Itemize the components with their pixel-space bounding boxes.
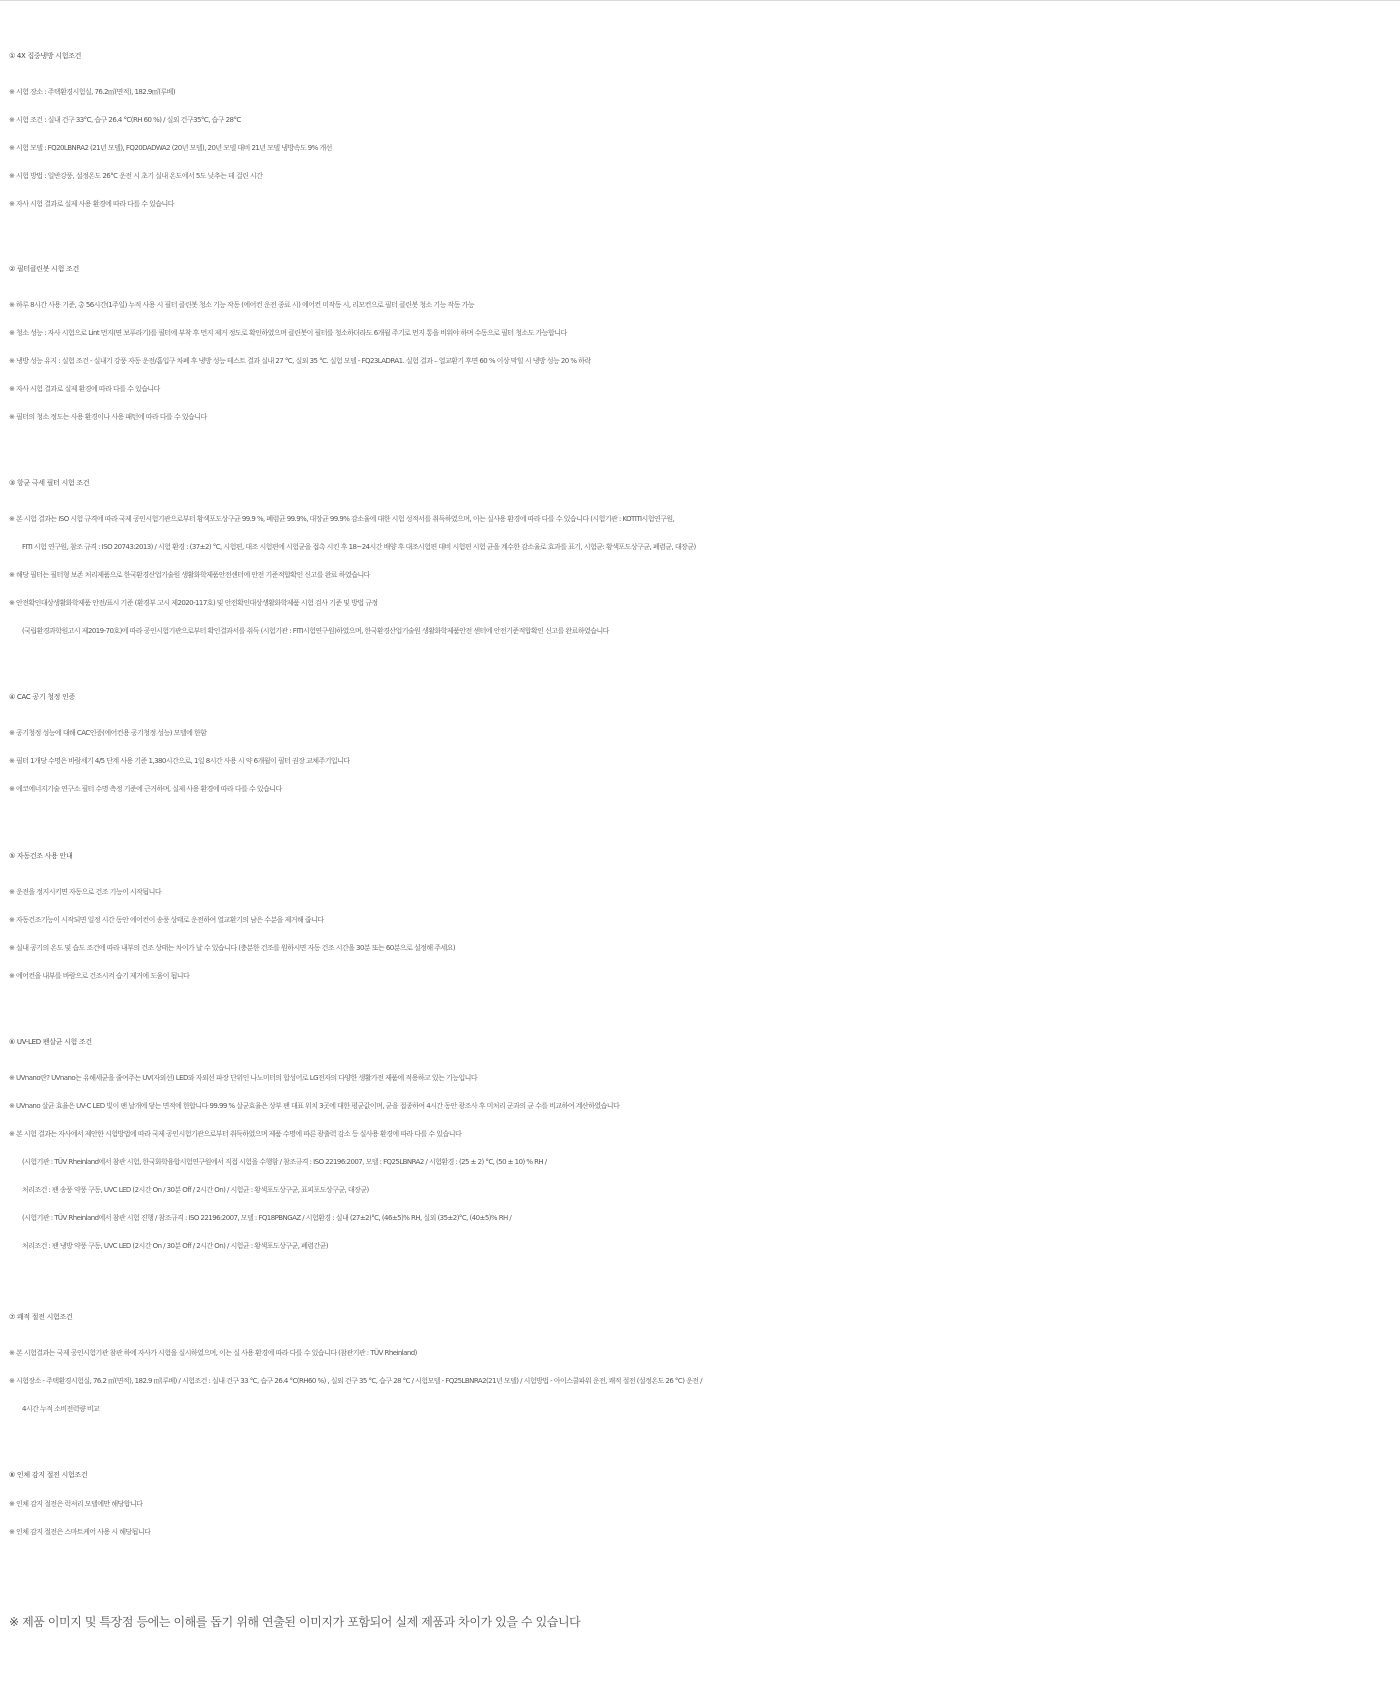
note-line: ※ 본 시험 결과는 자사에서 제안한 시험방법에 따라 국제 공인시험기관으로부터 취득하였으며 제품 수명에 따른 광출력 감소 등 실사용 환경에 따라 다를 수 있습니다: [9, 1130, 462, 1138]
note-line: ※ 냉방 성능 유지 : 실험 조건 - 실내기 강풍 자동 운전/흡입구 차폐 후 냉방 성능 테스트 결과 실내 27 °C, 실외 35 °C. 실험 모델 - FQ23LADRA1. 실험 결과 – 열교환기 후면 60 % 이상 막힐 시 냉방 성능 20 % 하락: [9, 357, 591, 365]
note-line: ※ 필터 1개당 수명은 바람세기 4/5 단계 사용 기준 1,380시간으로, 1일 8시간 사용 시 약 6개월이 필터 권장 교체주기입니다: [9, 757, 350, 765]
section-intensive-cooling: [9, 45, 1389, 218]
section-title: ⑦ 쾌적 절전 시험조건: [9, 1313, 73, 1321]
note-line: ※ 인체 감지 절전은 스마트케어 사용 시 해당됩니다: [9, 1528, 151, 1536]
note-line: ※ 운전을 정지시키면 자동으로 건조 기능이 시작됩니다: [9, 888, 162, 896]
note-line: ※ 안전확인대상생활화학제품 안전/표시 기준 (환경부 고시 제2020-117호) 및 안전확인대상생활화학제품 시험 검사 기준 및 방법 규정: [9, 599, 378, 607]
note-line-continued: (국립환경과학원고시 제2019-70호)에 따라 공인시험기관으로부터 확인결과서를 취득 (시험기관 : FITI시험연구원)하였으며, 한국환경산업기술원 생활화학제품안전 센터에 안전기준적합확인 신고를 완료하였습니다: [22, 627, 609, 635]
section-filter-cleanbot: [9, 258, 1389, 431]
section-human-detection: [9, 1464, 1389, 1546]
top-divider: [0, 0, 1400, 1]
image-disclaimer: ※ 제품 이미지 및 특장점 등에는 이해를 돕기 위해 연출된 이미지가 포함되어 실제 제품과 차이가 있을 수 있습니다: [9, 1615, 581, 1629]
section-uv-led-fan: [9, 1031, 1389, 1260]
note-line-continued: 4시간 누적 소비전력량 비교: [22, 1405, 100, 1413]
note-line: ※ 자사 시험 결과로 실제 환경에 따라 다를 수 있습니다: [9, 385, 160, 393]
note-line: ※ 실내 공기의 온도 및 습도 조건에 따라 내부의 건조 상태는 차이가 날 수 있습니다 (충분한 건조를 원하시면 자동 건조 시간을 30분 또는 60분으로 설정해 주세요): [9, 944, 456, 952]
section-antibacterial-filter: [9, 472, 1389, 645]
note-line: ※ 청소 성능 : 자사 시험으로 Lint 먼지(면 보푸라기)를 필터에 부착 후 먼지 제거 정도로 확인하였으며 클린봇이 필터를 청소하더라도 6개월 주기로 먼지 통을 비워야 하며 수동으로 필터 청소도 가능합니다: [9, 329, 567, 337]
section-title: ⑤ 자동건조 사용 안내: [9, 852, 73, 860]
note-line-continued: FITI 시험 연구원, 참조 규격 : ISO 20743:2013) / 시험 환경 : (37±2) °C, 시험편, 대조 시험편에 시험균을 접촉 시킨 후 18~24시간 배양 후 대조시험편 대비 시험편 시험 균을 계수한 감소율로 효과를 표기, 시험균: 황색포도상구균, 폐렴균, 대장균): [22, 543, 696, 551]
note-line-continued: 처리조건 : 팬 송풍 약풍 구동, UVC LED (2시간 On / 30분 Off / 2시간 On) / 시험균 : 황색포도상구균, 표피포도상구균, 대장균): [22, 1186, 369, 1194]
note-line: ※ UVnano란? UVnano는 유해세균을 줄여주는 UV(자외선) LED와 자외선 파장 단위인 나노미터의 합성어로 LG전자의 다양한 생활가전 제품에 적용하고 있는 기능입니다: [9, 1074, 478, 1082]
note-line: ※ 하루 8시간 사용 기준, 총 56시간(1주일) 누적 사용 시 필터 클린봇 청소 기능 작동 (에어컨 운전 종료 시) 에어컨 미작동 시, 리모컨으로 필터 클린봇 청소 기능 작동 가능: [9, 301, 475, 309]
note-line: ※ 에어컨을 내부를 바람으로 건조시켜 습기 제거에 도움이 됩니다: [9, 972, 190, 980]
note-line: ※ 시험 조건 : 실내 건구 33°C, 습구 26.4 °C(RH 60 %) / 실외 건구35°C, 습구 28°C: [9, 116, 241, 124]
note-line: ※ 인체 감지 절전은 럭셔리 모델에만 해당합니다: [9, 1500, 143, 1508]
note-line: ※ 시험 방법 : 일반강풍, 설정온도 26°C 운전 시 초기 실내 온도에서 5도 낮추는 데 걸린 시간: [9, 172, 263, 180]
section-title: ⑥ UV-LED 팬살균 시험 조건: [9, 1038, 92, 1046]
section-title: ① 4X 집중냉방 시험조건: [9, 52, 82, 60]
note-line: ※ 에코에너지기술 연구소 필터 수명 측정 기준에 근거하며, 실제 사용 환경에 따라 다를 수 있습니다: [9, 785, 282, 793]
note-line: ※ UVnano 살균 효율은 UV-C LED 빛이 팬 날개에 닿는 면적에 한합니다 99.99 % 살균효율은 상부 팬 대표 위치 3곳에 대한 평균값이며, 균을 접종하여 4시간 동안 광조사 후 미처리 군과의 균 수를 비교하여 계산하였습니다: [9, 1102, 620, 1110]
section-comfort-power-saving: [9, 1306, 1389, 1423]
note-line: ※ 자사 시험 결과로 실제 사용 환경에 따라 다를 수 있습니다: [9, 200, 174, 208]
note-line: ※ 시험장소 - 주택환경시험실, 76.2 ㎡(면적), 182.9 ㎥(루베) / 시험조건 : 실내 건구 33 °C, 습구 26.4 °C(RH60 %) , 실외 건구 35 °C, 습구 28 °C / 시험모델 - FQ25LBNRA2(21년 모델) / 시험방법 - 아이스쿨파워 운전, 쾌적 절전 (설정온도 26 °C) 운전 /: [9, 1377, 702, 1385]
section-title: ④ CAC 공기 청정 인증: [9, 693, 75, 701]
note-line: ※ 공기청정 성능에 대해 CAC인증(에어컨용 공기청정 성능) 모델에 한함: [9, 729, 207, 737]
section-cac-certification: [9, 686, 1389, 803]
note-line: ※ 필터의 청소 정도는 사용 환경이나 사용 패턴에 따라 다를 수 있습니다: [9, 413, 207, 421]
note-line: ※ 시험 장소 : 주택환경시험실, 76.2㎡(면적), 182.9㎥(루베): [9, 88, 176, 96]
section-title: ⑧ 인체 감지 절전 시험조건: [9, 1471, 88, 1479]
section-title: ③ 항균 극세 필터 시험 조건: [9, 479, 90, 487]
note-line: ※ 시험 모델 : FQ20LBNRA2 (21년 모델), FQ20DADWA2 (20년 모델), 20년 모델 대비 21년 모델 냉방속도 9% 개선: [9, 144, 332, 152]
note-line-continued: (시험기관 : TÜV Rheinland에서 참관 시험, 한국화학융합시험연구원에서 직접 시험을 수행함 / 참조규격 : ISO 22196:2007, 모델 : FQ25LBNRA2 / 시험환경 : (25 ± 2) °C, (50 ± 10) % RH /: [22, 1158, 547, 1166]
section-title: ② 필터클린봇 시험 조건: [9, 265, 79, 273]
note-line: ※ 본 시험 결과는 ISO 시험 규격에 따라 국제 공인시험기관으로부터 황색포도상구균 99.9 %, 폐렴균 99.9%, 대장균 99.9% 감소율에 대한 시험 성적서를 취득하였으며, 이는 실사용 환경에 따라 다를 수 있습니다 (시험기관 : KOTITI시험연구원,: [9, 515, 675, 523]
note-line: ※ 해당 필터는 필터형 보존 처리제품으로 한국환경산업기술원 생활화학제품안전센터에 안전 기준적합확인 신고를 완료 하였습니다: [9, 571, 370, 579]
section-auto-dry: [9, 845, 1389, 990]
note-line-continued: 처리조건 : 팬 냉방 약풍 구동, UVC LED (2시간 On / 30분 Off / 2시간 On) / 시험균 : 황색포도상구균, 폐렴간균): [22, 1242, 329, 1250]
note-line-continued: (시험기관 : TÜV Rheinland에서 참관 시험 진행 / 참조규격 : ISO 22196:2007, 모델 : FQ18PBNGAZ / 시험환경 : 실내 (27±2)°C, (46±5)% RH, 실외 (35±2)°C, (40±5)% RH /: [22, 1214, 512, 1222]
note-line: ※ 자동건조기능이 시작되면 일정 시간 동안 에어컨이 송풍 상태로 운전하여 열교환기의 남은 수분을 제거해 줍니다: [9, 916, 324, 924]
note-line: ※ 본 시험결과는 국제 공인시험기관 참관 하에 자사가 시험을 실시하였으며, 이는 실 사용 환경에 따라 다를 수 있습니다 (참관기관 : TÜV Rheinland): [9, 1349, 417, 1357]
